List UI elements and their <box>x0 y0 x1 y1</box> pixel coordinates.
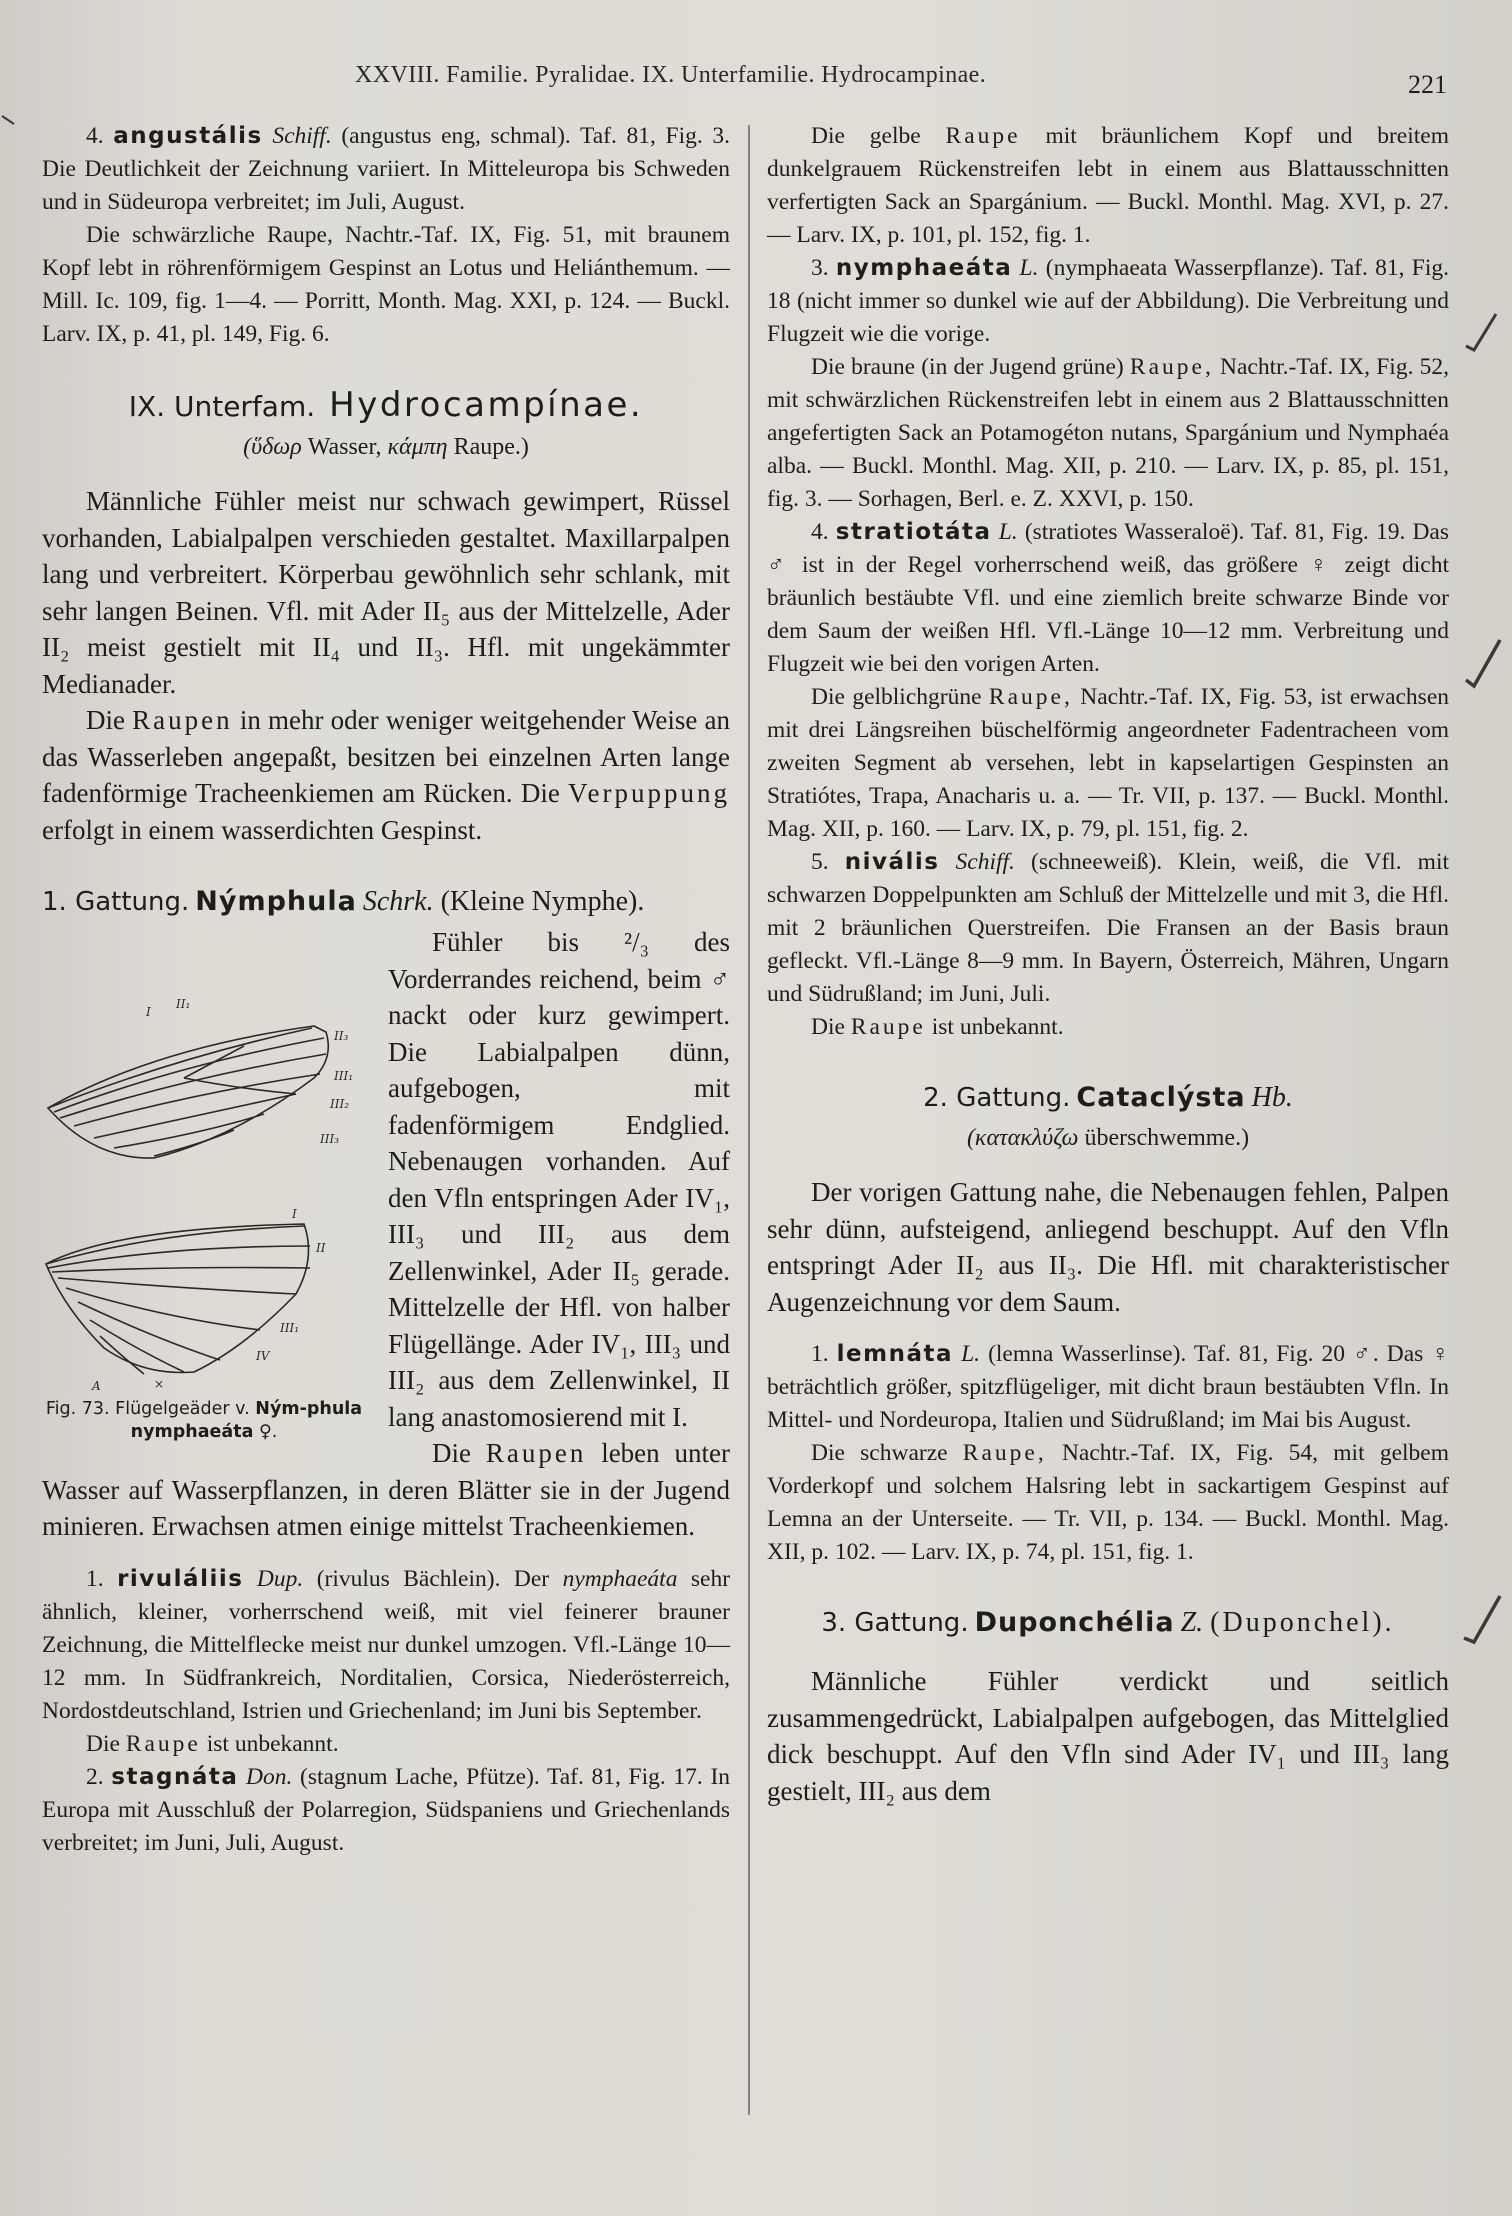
genus-heading-duponchelia: 3. Gattung. Duponchélia Z. (Duponchel). <box>821 1607 1395 1638</box>
species-stagnata: 2. stagnáta Don. (stagnum Lache, Pfütze). Taf. 81, Fig. 17. In Europa mit Ausschluß der Polarregion, Südspaniens und Griechenlands verbreitet; im Juni, Juli, August. <box>42 1763 731 1856</box>
column-divider <box>748 125 750 2115</box>
subfamily-heading: IX. Unterfam. Hydrocampínae. <box>128 385 644 425</box>
rivulalis-larva-text: Die Raupe ist unbekannt. <box>86 1730 339 1757</box>
subfamily-larva-text: Die Raupen in mehr oder weniger weitgehender Weise an das Wasserleben angepaßt, besitzen bei einzelnen Arten lange fadenförmige Tracheenkiemen am Rücken. Die Verpuppung erfolgt in einem wasserdichten Gespinst. <box>42 705 731 845</box>
cataclysta-etymology: (κατακλύζω überschwemme.) <box>966 1125 1250 1151</box>
genus-nymphula-text: Fühler bis ²/₃ des Vorderrandes reichend, beim ♂ nackt oder kurz gewimpert. Die Labialpalpen dünn, aufgebogen, mit fadenförmigem Endglied. Nebenaugen vorhanden. Auf den Vfln entspringen Ader IV₁, III₃ und III₂ aus dem Zellenwinkel, Ader II₅ gerade. Mittelzelle der Hfl. von halber Flügellänge. Ader IV₁, III₃ und III₂ aus dem Zellenwinkel, II lang anastomosierend mit I. <box>388 927 730 1432</box>
svg-text:II₁: II₁ <box>176 997 191 1011</box>
species-stratiotata: 4. stratiotáta L. (stratiotes Wasseraloë). Taf. 81, Fig. 19. Das ♂ ist in der Regel vorherrschend weiß, das größere ♀ zeigt dicht bräunlich bestäubte Vfl. und eine ziemlich breite schwarze Binde vor dem Saum der weißen Hfl. Vfl.-Länge 10—12 mm. Verbreitung und Flugzeit wie bei den vorigen Arten. <box>767 519 1450 677</box>
running-head: XXVIII. Familie. Pyralidae. IX. Unterfamilie. Hydrocampinae. <box>355 62 987 88</box>
svg-text:I: I <box>146 1005 151 1019</box>
svg-text:III₃: III₃ <box>320 1132 340 1146</box>
nivalis-larva-text: Die Raupe ist unbekannt. <box>811 1014 1064 1040</box>
figure-caption: Fig. 73. Flügelgeäder v. Ným-phula nymphaeáta ♀. <box>45 1399 363 1442</box>
genus-nymphula-larva-text: Die Raupen leben unter Wasser auf Wasserpflanzen, in deren Blätter sie in der Jugend minieren. Erwachsen atmen einige mittelst Tracheenkiemen. <box>42 1438 730 1541</box>
species-nymphaeata: 3. nymphaeáta L. (nymphaeata Wasserpflanze). Taf. 81, Fig. 18 (nicht immer so dunkel wie auf der Abbildung). Die Verbreitung und Flugzeit wie die vorige. <box>767 255 1450 347</box>
svg-text:II₃: II₃ <box>334 1029 349 1043</box>
wing-venation-figure <box>34 928 374 1460</box>
nymphaeata-larva-text: Die braune (in der Jugend grüne) Raupe, Nachtr.-Taf. IX, Fig. 52, mit schwärzlichen Rückenstreifen lebt in einem aus 2 Blattausschnitten angefertigten Sack an Potamogéton nutans, Spargánium und Nymphaéa alba. — Buckl. Monthl. Mag. XII, p. 210. — Larv. IX, p. 85, pl. 151, fig. 3. — Sorhagen, Berl. e. Z. XXVI, p. 150. <box>767 354 1449 512</box>
species-rivulalis: 1. rivuláliis Dup. (rivulus Bächlein). Der nymphaeáta sehr ähnlich, kleiner, vorherrschend weiß, mit viel feinerer brauner Zeichnung, die Mittelflecke meist nur dunkel umzogen. Vfl.-Länge 10—12 mm. In Südfrankreich, Norditalien, Corsica, Niederösterreich, Nordostdeutschland, Istrien und Griechenland; im Juni bis September. <box>42 1565 731 1724</box>
page-number: 221 <box>1408 70 1447 99</box>
genus-cataclysta-description: Der vorigen Gattung nahe, die Nebenaugen fehlen, Palpen sehr dünn, aufsteigend, anliegend beschuppt. Auf den Vfln entspringt Ader II₂ aus II₃. Die Hfl. mit charakteristischer Augenzeichnung vor dem Saum. <box>767 1177 1449 1317</box>
svg-text:II: II <box>316 1241 326 1255</box>
genus-duponchelia-description: Männliche Fühler verdickt und seitlich zusammengedrückt, Labialpalpen aufgebogen, das Mittelglied dick beschuppt. Auf den Vfln sind Ader IV₁ und III₃ lang gestielt, III₂ aus dem <box>767 1666 1449 1806</box>
pencil-tick-mark-icon <box>0 112 24 132</box>
subfamily-description: Männliche Fühler meist nur schwach gewimpert, Rüssel vorhanden, Labialpalpen verschieden gestaltet. Maxillarpalpen lang und verbreitert. Körperbau gewöhnlich sehr schlank, mit sehr langen Beinen. Vfl. mit Ader II₅ aus der Mittelzelle, Ader II₂ meist gestielt mit II₄ und II₃. Hfl. mit ungekämmter Medianader. <box>42 486 730 699</box>
left-column <box>42 120 730 1860</box>
species-angustalis: 4. angustális Schiff. (angustus eng, schmal). Taf. 81, Fig. 3. Die Deutlichkeit der Zeichnung variiert. In Mitteleuropa bis Schweden und in Südeuropa verbreitet; im Juli, August. <box>42 123 730 215</box>
svg-text:III₂: III₂ <box>330 1097 350 1111</box>
stratiotata-larva-text: Die gelblichgrüne Raupe, Nachtr.-Taf. IX, Fig. 53, ist erwachsen mit drei Längsreihen büschelförmig angeordneter Fadentracheen vom zweiten Segment ab versehen, lebt in kapselartigen Gespinsten an Stratiótes, Trapa, Anacharis u. a. — Tr. VII, p. 137. — Buckl. Monthl. Mag. XII, p. 160. — Larv. IX, p. 79, pl. 151, fig. 2. <box>767 684 1450 842</box>
pencil-check-mark-icon <box>1462 310 1502 370</box>
svg-text:III₁: III₁ <box>334 1069 354 1083</box>
genus-heading-cataclysta: 2. Gattung. Cataclýsta Hb. <box>923 1082 1293 1113</box>
angustalis-larva-text: Die schwärzliche Raupe, Nachtr.-Taf. IX, Fig. 51, mit braunem Kopf lebt in röhrenförmigem Gespinst an Lotus und Heliánthemum. — Mill. Ic. 109, fig. 1—4. — Porritt, Month. Mag. XXI, p. 124. — Buckl. Larv. IX, p. 41, pl. 149, Fig. 6. <box>42 222 730 347</box>
right-column <box>767 120 1449 1809</box>
wing-venation-drawing <box>34 928 374 1398</box>
pencil-check-mark-icon <box>1462 1592 1506 1662</box>
species-lemnata: 1. lemnáta L. (lemna Wasserlinse). Taf. 81, Fig. 20 ♂. Das ♀ beträchtlich größer, spitzflügeliger, mit dicht braun bestäubten Vfln. In Mittel- und Nordeuropa, Italien und Südrußland; im Mai bis August. <box>767 1341 1449 1433</box>
lemnata-larva-text: Die schwarze Raupe, Nachtr.-Taf. IX, Fig. 54, mit gelbem Vorderkopf und solchem Halsring lebt in sackartigem Gespinst auf Lemna an der Unterseite. — Tr. VII, p. 134. — Buckl. Monthl. Mag. XII, p. 102. — Larv. IX, p. 74, pl. 151, fig. 1. <box>767 1440 1449 1565</box>
svg-text:A: A <box>92 1379 101 1393</box>
svg-text:×: × <box>154 1377 165 1391</box>
svg-text:IV: IV <box>256 1349 270 1363</box>
svg-text:III₁: III₁ <box>280 1321 300 1335</box>
genus-heading-nymphula: 1. Gattung. Nýmphula Schrk. (Kleine Nymphe). <box>42 886 645 917</box>
svg-text:I: I <box>292 1207 297 1221</box>
stagnata-larva-text: Die gelbe Raupe mit bräunlichem Kopf und breitem dunkelgrauem Rückenstreifen lebt in einem aus Blattausschnitten verfertigten Sack an Spargánium. — Buckl. Monthl. Mag. XVI, p. 27. — Larv. IX, p. 101, pl. 152, fig. 1. <box>767 123 1449 248</box>
subfamily-etymology: (ὕδωρ Wasser, κάμπη Raupe.) <box>243 434 529 460</box>
pencil-check-mark-icon <box>1462 636 1506 706</box>
species-nivalis: 5. nivális Schiff. (schneeweiß). Klein, weiß, die Vfl. mit schwarzen Doppelpunkten am Schluß der Mittelzelle und mit 3, die Hfl. mit 2 bräunlichen Querstreifen. Die Fransen an der Basis braun gefleckt. Vfl.-Länge 8—9 mm. In Bayern, Österreich, Mähren, Ungarn und Südrußland; im Juni, Juli. <box>767 849 1449 1007</box>
genus-nymphula-description <box>42 924 730 1545</box>
